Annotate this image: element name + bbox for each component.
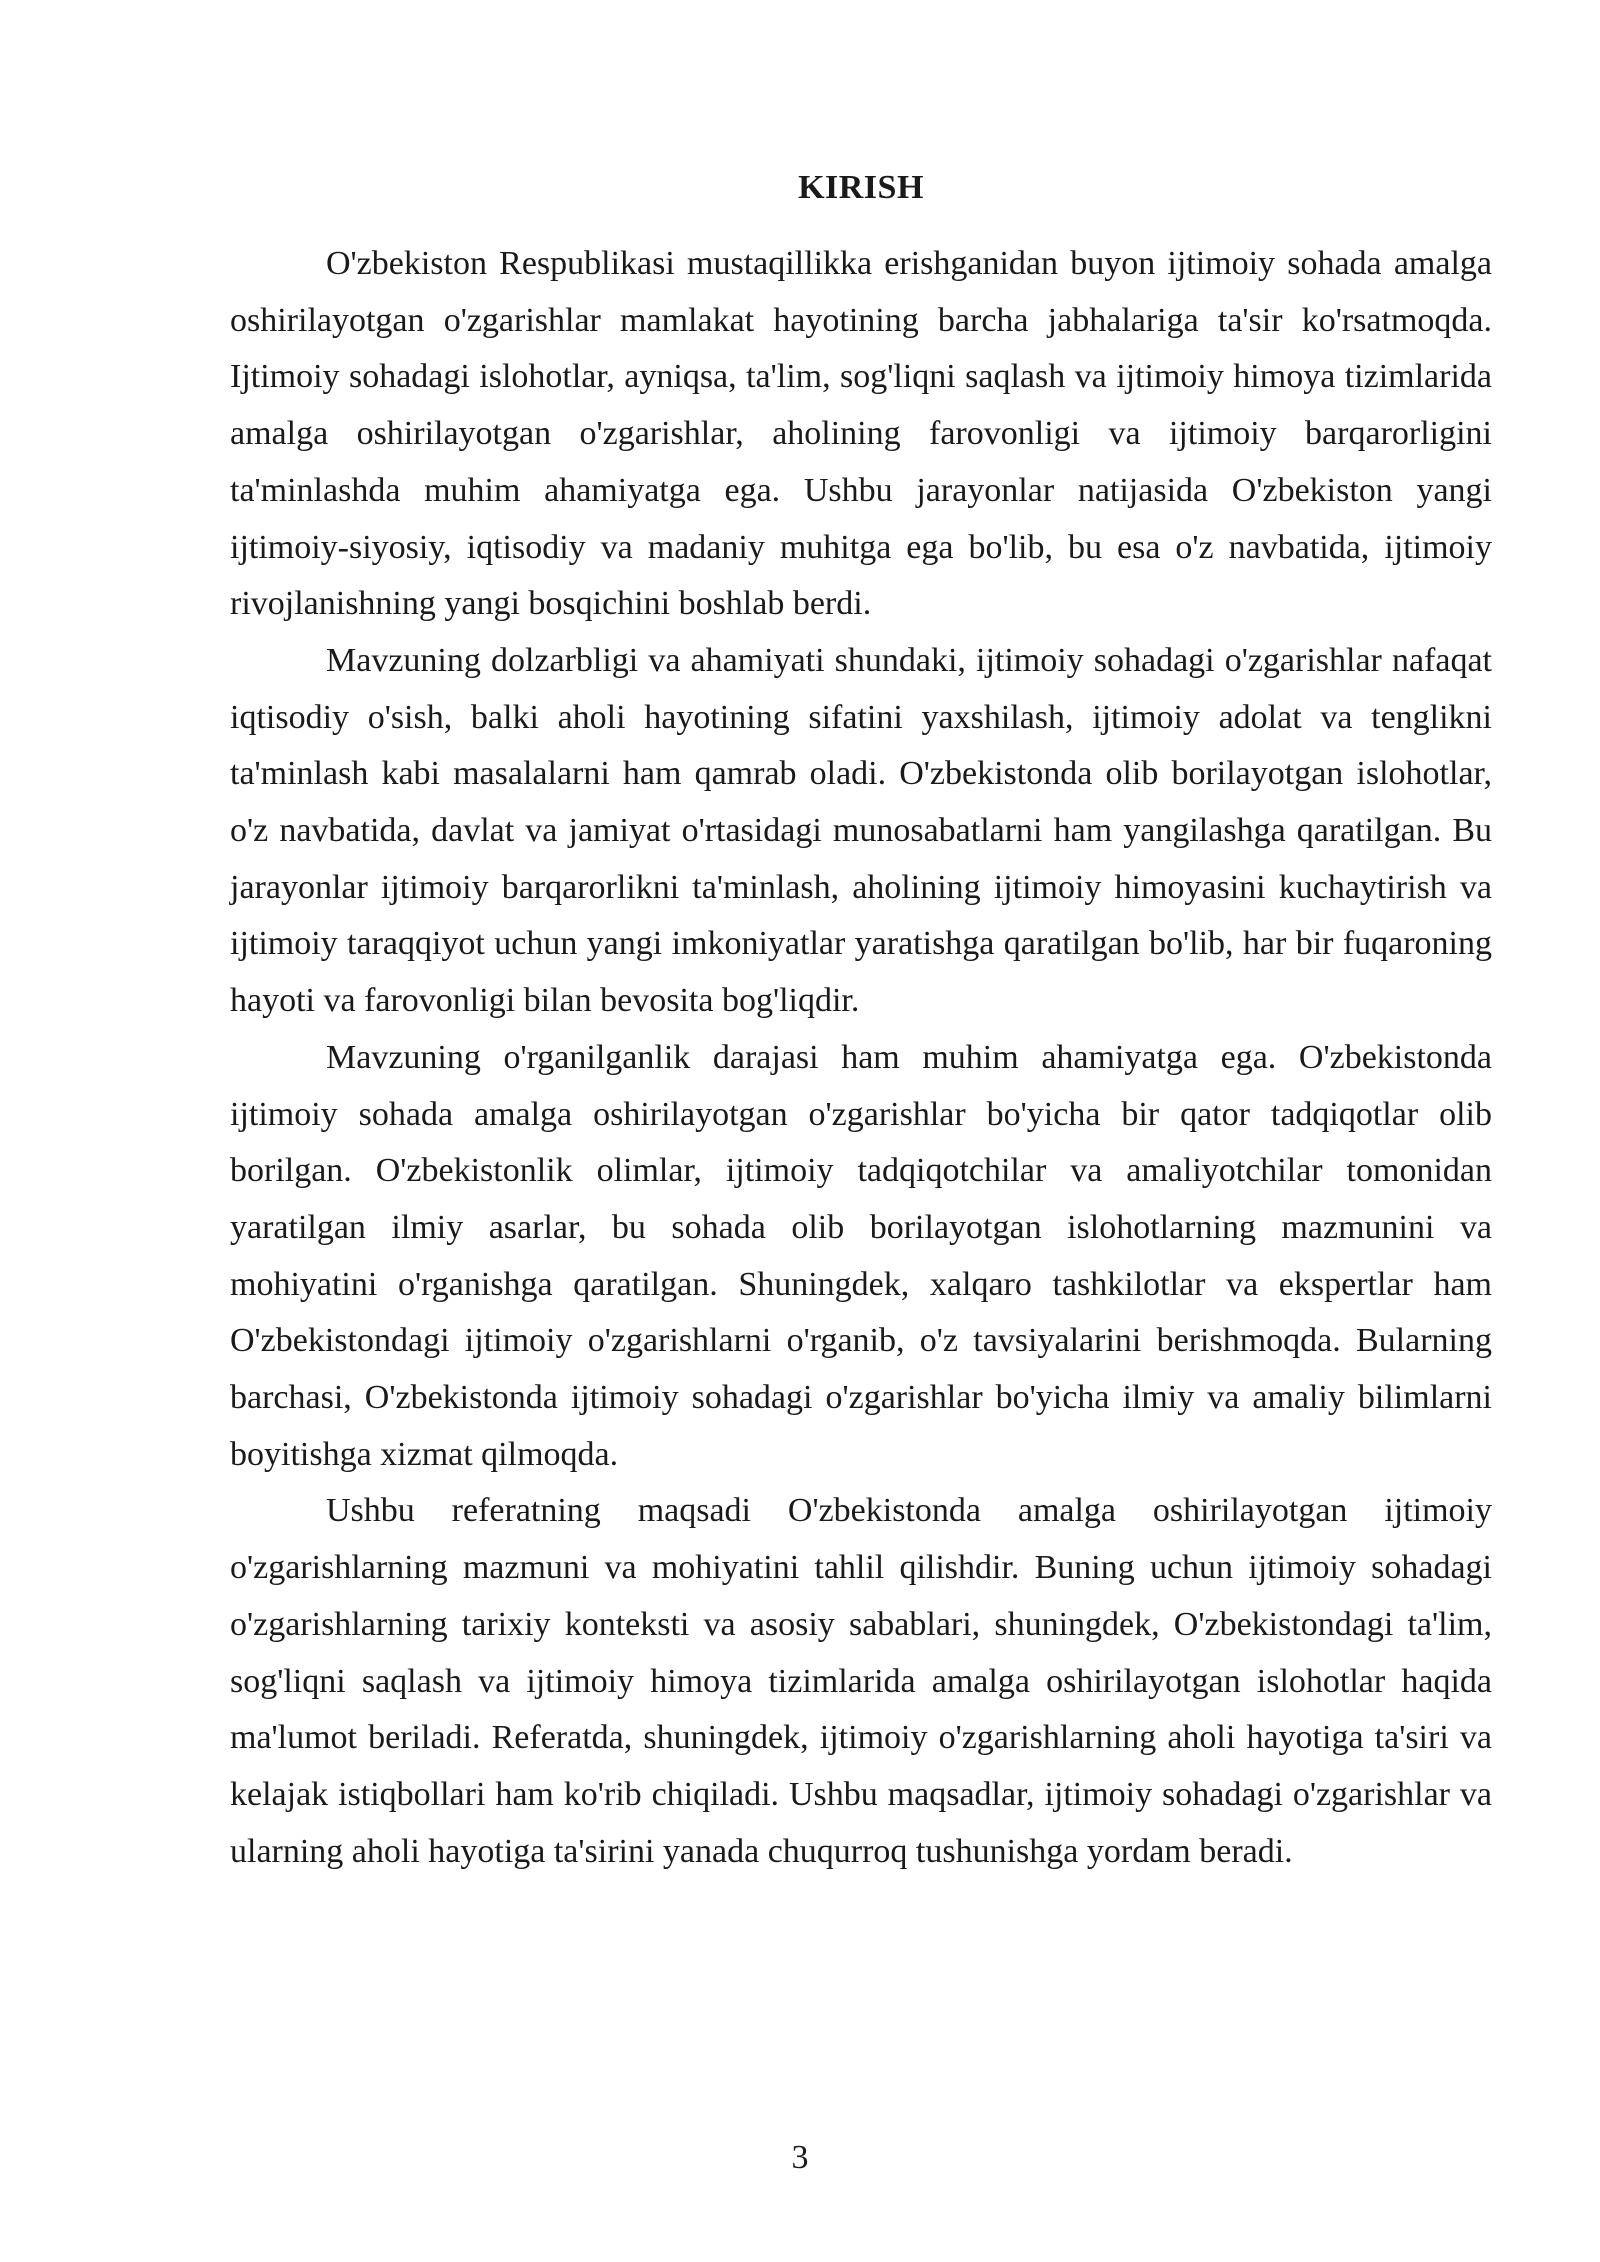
paragraph-introduction: O'zbekiston Respublikasi mustaqillikka erishganidan buyon ijtimoiy sohada amalga oshirilayotgan o'zgarishlar mamlakat hayotining barcha jabhalariga ta'sir ko'rsatmoqda. Ijtimoiy sohadagi islohotlar, ayniqsa, ta'lim, sog'liqni saqlash va ijtimoiy himoya tizimlarida amalga oshirilayotgan o'zgarishlar, aholining farovonligi va ijtimoiy barqarorligini ta'minlashda muhim ahamiyatga ega. Ushbu jarayonlar natijasida O'zbekiston yangi ijtimoiy-siyosiy, iqtisodiy va madaniy muhitga ega bo'lib, bu esa o'z navbatida, ijtimoiy rivojlanishning yangi bosqichini boshlab berdi. <box>230 245 1492 623</box>
section-title: KIRISH <box>798 169 924 206</box>
page-number: 3 <box>791 2139 809 2176</box>
paragraph-research-level: Mavzuning o'rganilganlik darajasi ham muhim ahamiyatga ega. O'zbekistonda ijtimoiy sohada amalga oshirilayotgan o'zgarishlar bo'yicha bir qator tadqiqotlar olib borilgan. O'zbekistonlik olimlar, ijtimoiy tadqiqotchilar va amaliyotchilar tomonidan yaratilgan ilmiy asarlar, bu sohada olib borilayotgan islohotlarning mazmunini va mohiyatini o'rganishga qaratilgan. Shuningdek, xalqaro tashkilotlar va ekspertlar ham O'zbekistondagi ijtimoiy o'zgarishlarni o'rganib, o'z tavsiyalarini berishmoqda. Bularning barchasi, O'zbekistonda ijtimoiy sohadagi o'zgarishlar bo'yicha ilmiy va amaliy bilimlarni boyitishga xizmat qilmoqda. <box>230 1038 1492 1473</box>
paragraph-relevance: Mavzuning dolzarbligi va ahamiyati shundaki, ijtimoiy sohadagi o'zgarishlar nafaqat iqtisodiy o'sish, balki aholi hayotining sifatini yaxshilash, ijtimoiy adolat va tenglikni ta'minlash kabi masalalarni ham qamrab oladi. O'zbekistonda olib borilayotgan islohotlar, o'z navbatida, davlat va jamiyat o'rtasidagi munosabatlarni ham yangilashga qaratilgan. Bu jarayonlar ijtimoiy barqarorlikni ta'minlash, aholining ijtimoiy himoyasini kuchaytirish va ijtimoiy taraqqiyot uchun yangi imkoniyatlar yaratishga qaratilgan bo'lib, har bir fuqaroning hayoti va farovonligi bilan bevosita bog'liqdir. <box>230 641 1492 1020</box>
paragraph-goal: Ushbu referatning maqsadi O'zbekistonda amalga oshirilayotgan ijtimoiy o'zgarishlarning mazmuni va mohiyatini tahlil qilishdir. Buning uchun ijtimoiy sohadagi o'zgarishlarning tarixiy konteksti va asosiy sabablari, shuningdek, O'zbekistondagi ta'lim, sog'liqni saqlash va ijtimoiy himoya tizimlarida amalga oshirilayotgan islohotlar haqida ma'lumot beriladi. Referatda, shuningdek, ijtimoiy o'zgarishlarning aholi hayotiga ta'siri va kelajak istiqbollari ham ko'rib chiqiladi. Ushbu maqsadlar, ijtimoiy sohadagi o'zgarishlar va ularning aholi hayotiga ta'sirini yanada chuqurroq tushunishga yordam beradi. <box>230 1492 1492 1870</box>
document-body <box>230 160 1492 1880</box>
